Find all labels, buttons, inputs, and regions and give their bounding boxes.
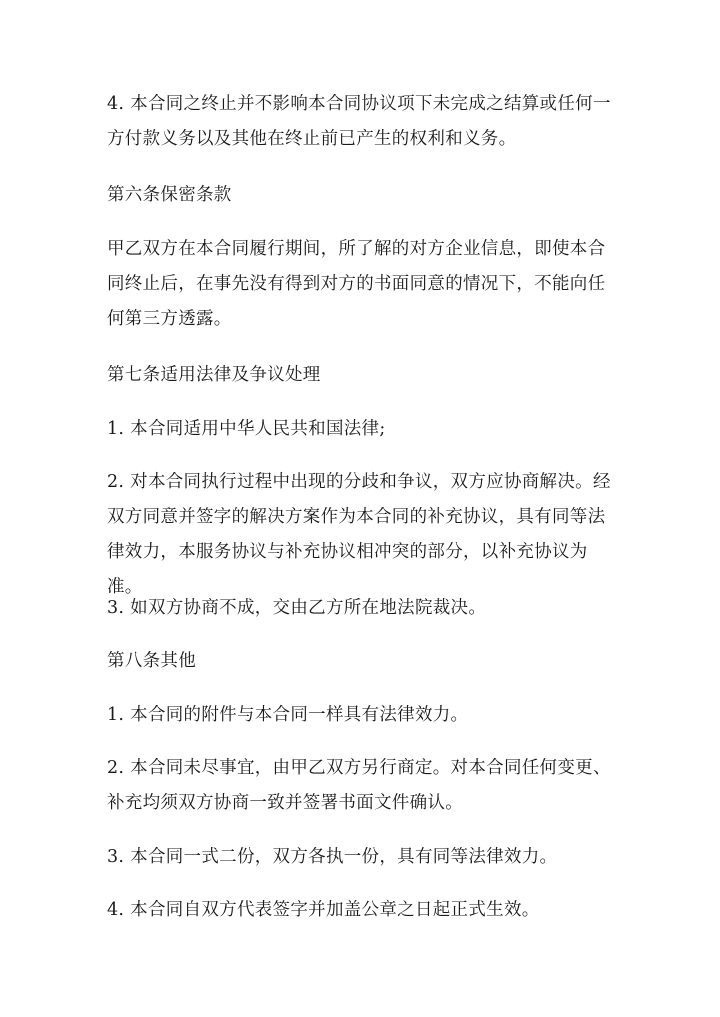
clause-5-item-4: 4. 本合同之终止并不影响本合同协议项下未完成之结算或任何一方付款义务以及其他在终止前已产生的权利和义务。 xyxy=(107,94,611,149)
article-8-item-1: 1. 本合同的附件与本合同一样具有法律效力。 xyxy=(107,705,469,725)
article-7-item-3: 3. 如双方协商不成，交由乙方所在地法院裁决。 xyxy=(107,598,487,618)
article-8-item-4: 4. 本合同自双方代表签字并加盖公章之日起正式生效。 xyxy=(107,900,540,920)
article-8-item-2: 2. 本合同未尽事宜，由甲乙双方另行商定。对本合同任何变更、补充均须双方协商一致并签署书面文件确认。 xyxy=(107,758,611,813)
article-6-body: 甲乙双方在本合同履行期间，所了解的对方企业信息，即使本合同终止后，在事先没有得到对方的书面同意的情况下，不能向任何第三方透露。 xyxy=(107,239,606,329)
article-7-item-1: 1. 本合同适用中华人民共和国法律; xyxy=(107,419,386,439)
article-6-heading: 第六条保密条款 xyxy=(107,185,232,205)
article-8-item-3: 3. 本合同一式二份，双方各执一份，具有同等法律效力。 xyxy=(107,847,558,867)
article-8-heading: 第八条其他 xyxy=(107,651,196,671)
article-7-heading: 第七条适用法律及争议处理 xyxy=(107,365,321,385)
article-7-item-2: 2. 对本合同执行过程中出现的分歧和争议，双方应协商解决。经双方同意并签字的解决方案作为本合同的补充协议，具有同等法律效力，本服务协议与补充协议相冲突的部分，以补充协议为准。 xyxy=(107,472,611,597)
